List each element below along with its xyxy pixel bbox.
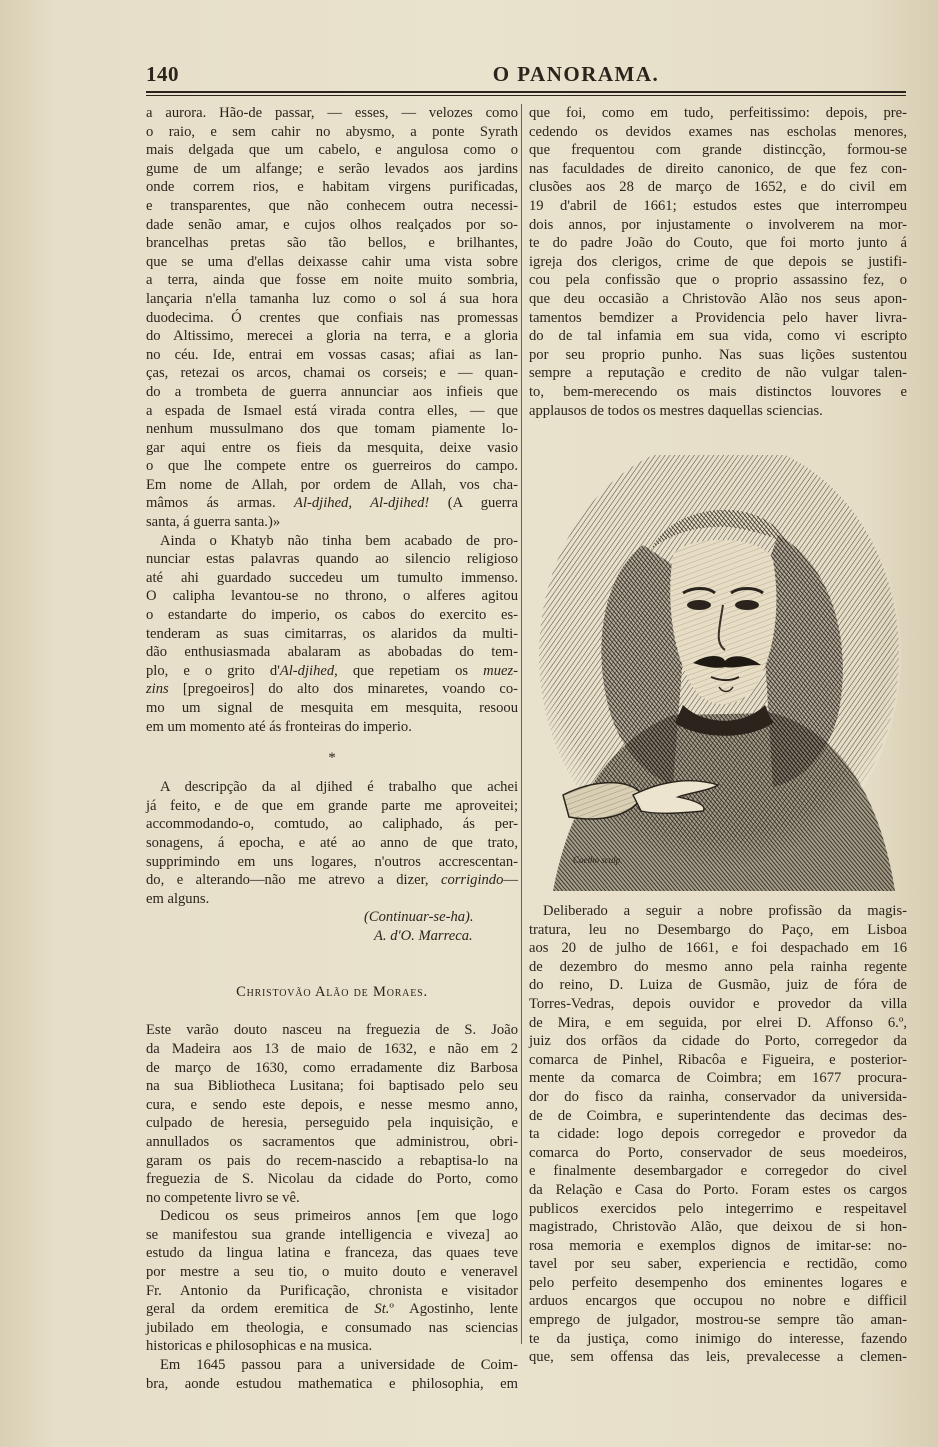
text-line: do reino, D. Luiza de Gusmão, juiz de fóra de xyxy=(529,977,907,994)
text-line: freguezia de S. Nicolau da cidade do Porto, como xyxy=(146,1171,518,1188)
text-line: que foi, como em tudo, perfeitissimo: depois, pre- xyxy=(529,105,907,121)
text-line: a espada de Ismael está virada contra elles, — que xyxy=(146,402,518,419)
text-line: Este varão douto nasceu na freguezia de S. João xyxy=(146,1022,518,1039)
text-line: mo um signal de mesquita em mesquita, resoou xyxy=(146,700,518,716)
text-line: te da justiça, como inimigo do interesse, fazendo xyxy=(529,1330,907,1347)
text-line: que deu occasião a Christovão Alão nos seus apon- xyxy=(529,290,907,307)
text-line: Ainda o Khatyb não tinha bem acabado de pro- xyxy=(160,532,518,549)
text-line: culpado de heresia, perseguido pela inquisição, e xyxy=(146,1115,518,1132)
asterism: * xyxy=(328,750,336,767)
text-line: pelo perfeito desempenho dos eminentes logares e xyxy=(529,1274,907,1291)
text-line: geral da ordem eremitica de St.º Agostinho, lente xyxy=(146,1301,518,1318)
text-line: do, e alterando—não me atrevo a dizer, corrigindo— xyxy=(146,872,518,889)
text-line: dade senão amar, e cujos olhos realçados por so- xyxy=(146,216,518,233)
text-line: nas faculdades de direito canonico, de que fez con- xyxy=(529,160,907,177)
text-line: annullados os sacramentos que administrou, obri- xyxy=(146,1133,518,1150)
text-line: por mestre a seu tio, o muito douto e veneravel xyxy=(146,1264,518,1281)
text-line: mente da comarca de Coimbra; em 1677 procura- xyxy=(529,1070,907,1087)
text-line: estudo da lingua latina e franceza, das quaes teve xyxy=(146,1245,518,1262)
story-paragraph-end xyxy=(146,699,518,736)
text-line: Deliberado a seguir a nobre profissão da magis- xyxy=(543,903,907,919)
text-line: o que lhe compete entre os guerreiros do campo. xyxy=(146,458,518,475)
text-line: jubilado em theologia, e consumado nas sciencias xyxy=(146,1319,518,1336)
text-line: mais delgada que um cabelo, e angulosa como o xyxy=(146,142,518,159)
text-line: zins [pregoeiros] do alto dos minaretes, voando co- xyxy=(146,681,518,698)
article-title: Christovão Alão de Moraes. xyxy=(236,984,428,1001)
text-line: te do padre João do Couto, que foi morto junto á xyxy=(529,235,907,252)
text-line: dão enthusiasmada abalaram as abobadas do tem- xyxy=(146,644,518,661)
text-line: mâmos ás armas. Al-djihed, Al-djihed! (A guerra xyxy=(146,495,518,512)
portrait-engraving xyxy=(533,455,905,891)
text-line: brancelhas pretas são tão bellos, e brilhantes, xyxy=(146,235,518,252)
article-paragraph xyxy=(529,902,907,1367)
text-line: comarca de Pinhel, Ribacôa e Figueira, e posterior- xyxy=(529,1051,907,1068)
text-line: de março de 1630, como erradamente diz Barbosa xyxy=(146,1059,518,1076)
header-rule xyxy=(146,91,906,93)
right-column-lower xyxy=(529,902,907,1367)
text-line: até ahi guardado succedeu um tumulto immenso. xyxy=(146,569,518,586)
text-line: a terra, ainda que fosse em noite muito sombria, xyxy=(146,272,518,289)
text-line: no competente livro se vê. xyxy=(146,1189,300,1206)
text-line: de Mira, e em seguida, por elrei D. Affonso 6.º, xyxy=(529,1014,907,1031)
text-line: dois annos, por injustamente o involverem na mor- xyxy=(529,216,907,233)
article-paragraph-end xyxy=(146,1319,518,1356)
article-continuation xyxy=(529,104,907,420)
text-line: o raio, e sem cahir no abysmo, a ponte Syrath xyxy=(146,123,518,140)
text-line: santa, á guerra santa.)» xyxy=(146,514,281,531)
text-line: ças, retezai os arcos, chamai os corseis; e — quan- xyxy=(146,365,518,382)
page-header xyxy=(146,62,906,86)
text-line: se manifestou sua grande intelligencia e viveza] ao xyxy=(146,1226,518,1243)
text-line: que se uma d'ellas deixasse cahir uma vista sobre xyxy=(146,253,518,270)
text-line: gume de um alfange; e serão levados aos jardins xyxy=(146,160,518,177)
text-line: e transparentes, que não conhecem outra necessi- xyxy=(146,197,518,214)
text-line: duodecima. Ó crentes que confiais nas promessas xyxy=(146,309,518,326)
text-line: bra, aonde estudou mathematica e philosophia, em xyxy=(146,1375,518,1392)
text-line: igreja dos clerigos, crime de que depois se justifi- xyxy=(529,253,907,270)
journal-title: O PANORAMA. xyxy=(492,62,660,86)
text-line: publicos exercidos pelo integerrimo e respeitavel xyxy=(529,1200,907,1217)
text-line: 19 d'abril de 1661; estudos estes que interrompeu xyxy=(529,197,907,214)
story-paragraph xyxy=(146,532,518,644)
article-paragraph xyxy=(146,1207,518,1300)
text-line: Dedicou os seus primeiros annos [em que logo xyxy=(160,1208,518,1225)
text-line: de dezembro do mesmo anno pela rainha regente xyxy=(529,958,907,975)
text-line: aos 20 de julho de 1661, e foi despachado em 16 xyxy=(529,940,907,957)
text-line: rosa memoria e exemplos dignos de imitar-se: no- xyxy=(529,1237,907,1254)
text-line: por seu proprio punho. Nas suas lições sustentou xyxy=(529,346,907,363)
text-line: magistrado, Christovão Alão, que deixou de si hon- xyxy=(529,1219,907,1236)
author-signature: A. d'O. Marreca. xyxy=(374,928,473,945)
text-line: sonagens, á epocha, e até ao anno de que trato, xyxy=(146,834,518,851)
text-line: nunciar estas palavras quando ao silencio religioso xyxy=(146,551,518,568)
text-line: da Relação e Casa do Porto. Foram estes os cargos xyxy=(529,1181,907,1198)
text-line: Fr. Antonio da Purificação, chronista e visitador xyxy=(146,1282,518,1299)
text-line: tratura, leu no Desembargo do Paço, em Lisboa xyxy=(529,921,907,938)
text-line: garam os pais do recem-nascido a rebaptisa-lo na xyxy=(146,1152,518,1169)
text-line: nenhum mussulmano dos que tomam piamente lo- xyxy=(146,421,518,438)
text-line: de de Coimbra, e superintendente das decimas des- xyxy=(529,1107,907,1124)
text-line: applausos de todos os mestres daquellas sciencias. xyxy=(529,402,823,419)
right-column-upper xyxy=(529,104,907,420)
text-line: historicas e philosophicas e na musica. xyxy=(146,1338,373,1355)
text-line: emprego de julgador, mostrou-se sempre tão aman- xyxy=(529,1312,907,1329)
text-line: tavel por seu saber, experiencia e rectidão, como xyxy=(529,1256,907,1273)
text-line: clusões aos 28 de março de 1652, e do civil em xyxy=(529,179,907,196)
text-line: juiz dos orfãos da cidade do Porto, corregedor da xyxy=(529,1033,907,1050)
text-line: to, bem-merecendo os mais distinctos louvores e xyxy=(529,383,907,400)
page-number: 140 xyxy=(146,62,179,86)
text-line: arduos encargos que occupou no nobre e difficil xyxy=(529,1293,907,1310)
author-note xyxy=(146,778,518,871)
text-line: A descripção da al djihed é trabalho que achei xyxy=(160,779,518,796)
text-line: do de tal infamia em sua vida, como vi escripto xyxy=(529,328,907,345)
text-line: em alguns. xyxy=(146,890,210,907)
text-line: plo, e o grito d'Al-djihed, que repetiam os muez- xyxy=(146,662,519,679)
text-line: O calipha levantou-se no throno, o alferes agitou xyxy=(146,588,518,605)
text-line: Torres-Vedras, depois ouvidor e provedor da villa xyxy=(529,995,907,1012)
article-paragraph xyxy=(146,1356,518,1393)
text-line: do Altissimo, merecei a gloria na terra, e a gloria xyxy=(146,328,518,345)
text-line: na sua Bibliotheca Lusitana; foi baptisado pelo seu xyxy=(146,1078,518,1095)
engraver-signature: Coelho sculp. xyxy=(573,855,623,865)
column-divider xyxy=(521,104,522,1344)
text-line: tamentos bemdizer a Providencia pelo haver livra- xyxy=(529,309,907,326)
text-line: dor do fisco da rainha, conservador da universida- xyxy=(529,1088,907,1105)
text-line: lançaria n'ella tamanha luz como o sol á sua hora xyxy=(146,290,518,307)
text-line: que frequentou com grande distincção, formou-se xyxy=(529,142,907,159)
text-line: tenderam as suas cimitarras, os alaridos da multi- xyxy=(146,625,518,642)
text-line: ta cidade: logo depois corregedor e provedor da xyxy=(529,1126,907,1143)
text-line: já feito, e de que em grande parte me aproveitei; xyxy=(146,797,518,814)
text-line: cedendo os devidos exames nas escholas menores, xyxy=(529,123,907,140)
text-line: supprimindo em uns logares, n'outros accrescentan- xyxy=(146,853,518,870)
portrait-image xyxy=(533,455,905,891)
text-line: a aurora. Hão-de passar, — esses, — velozes como xyxy=(146,105,518,121)
text-line: sempre a reputação e credito de não vulgar talen- xyxy=(529,365,907,382)
text-line: cura, e sendo este depois, e nesse mesmo anno, xyxy=(146,1096,518,1113)
text-line: do a trombeta de guerra annunciar aos infieis que xyxy=(146,383,518,400)
left-column xyxy=(146,104,518,1393)
text-line: cou pela confissão que o proprio assassino fez, o xyxy=(529,272,907,289)
text-line: em um momento até ás fronteiras do imperio. xyxy=(146,718,412,735)
text-line: que, sem offensa das leis, prevalecesse a clemen- xyxy=(529,1349,907,1366)
text-line: e finalmente desembargador e corregedor do civel xyxy=(529,1163,907,1180)
text-line: Em 1645 passou para a universidade de Coim- xyxy=(160,1357,518,1374)
text-line: Em nome de Allah, por ordem de Allah, vos cha- xyxy=(146,476,518,493)
continuation-note: (Continuar-se-ha). xyxy=(364,909,474,926)
text-line: gar aqui entre os fieis da mesquita, deixe vasio xyxy=(146,439,518,456)
continued-story xyxy=(146,104,518,494)
text-line: da Madeira aos 13 de maio de 1632, e não em 2 xyxy=(146,1040,518,1057)
article-paragraph xyxy=(146,1021,518,1207)
header-rule-thin xyxy=(146,95,906,96)
text-line: no céu. Ide, entrai em vossas casas; afiai as lan- xyxy=(146,346,518,363)
text-line: accommodando-o, comtudo, ao caliphado, ás per- xyxy=(146,816,518,833)
text-line: o estandarte do imperio, os cabos do exercito es- xyxy=(146,607,518,624)
text-line: comarca do Porto, conservador de seus moedeiros, xyxy=(529,1144,907,1161)
text-line: onde correm rios, e habitam virgens purificadas, xyxy=(146,179,518,196)
